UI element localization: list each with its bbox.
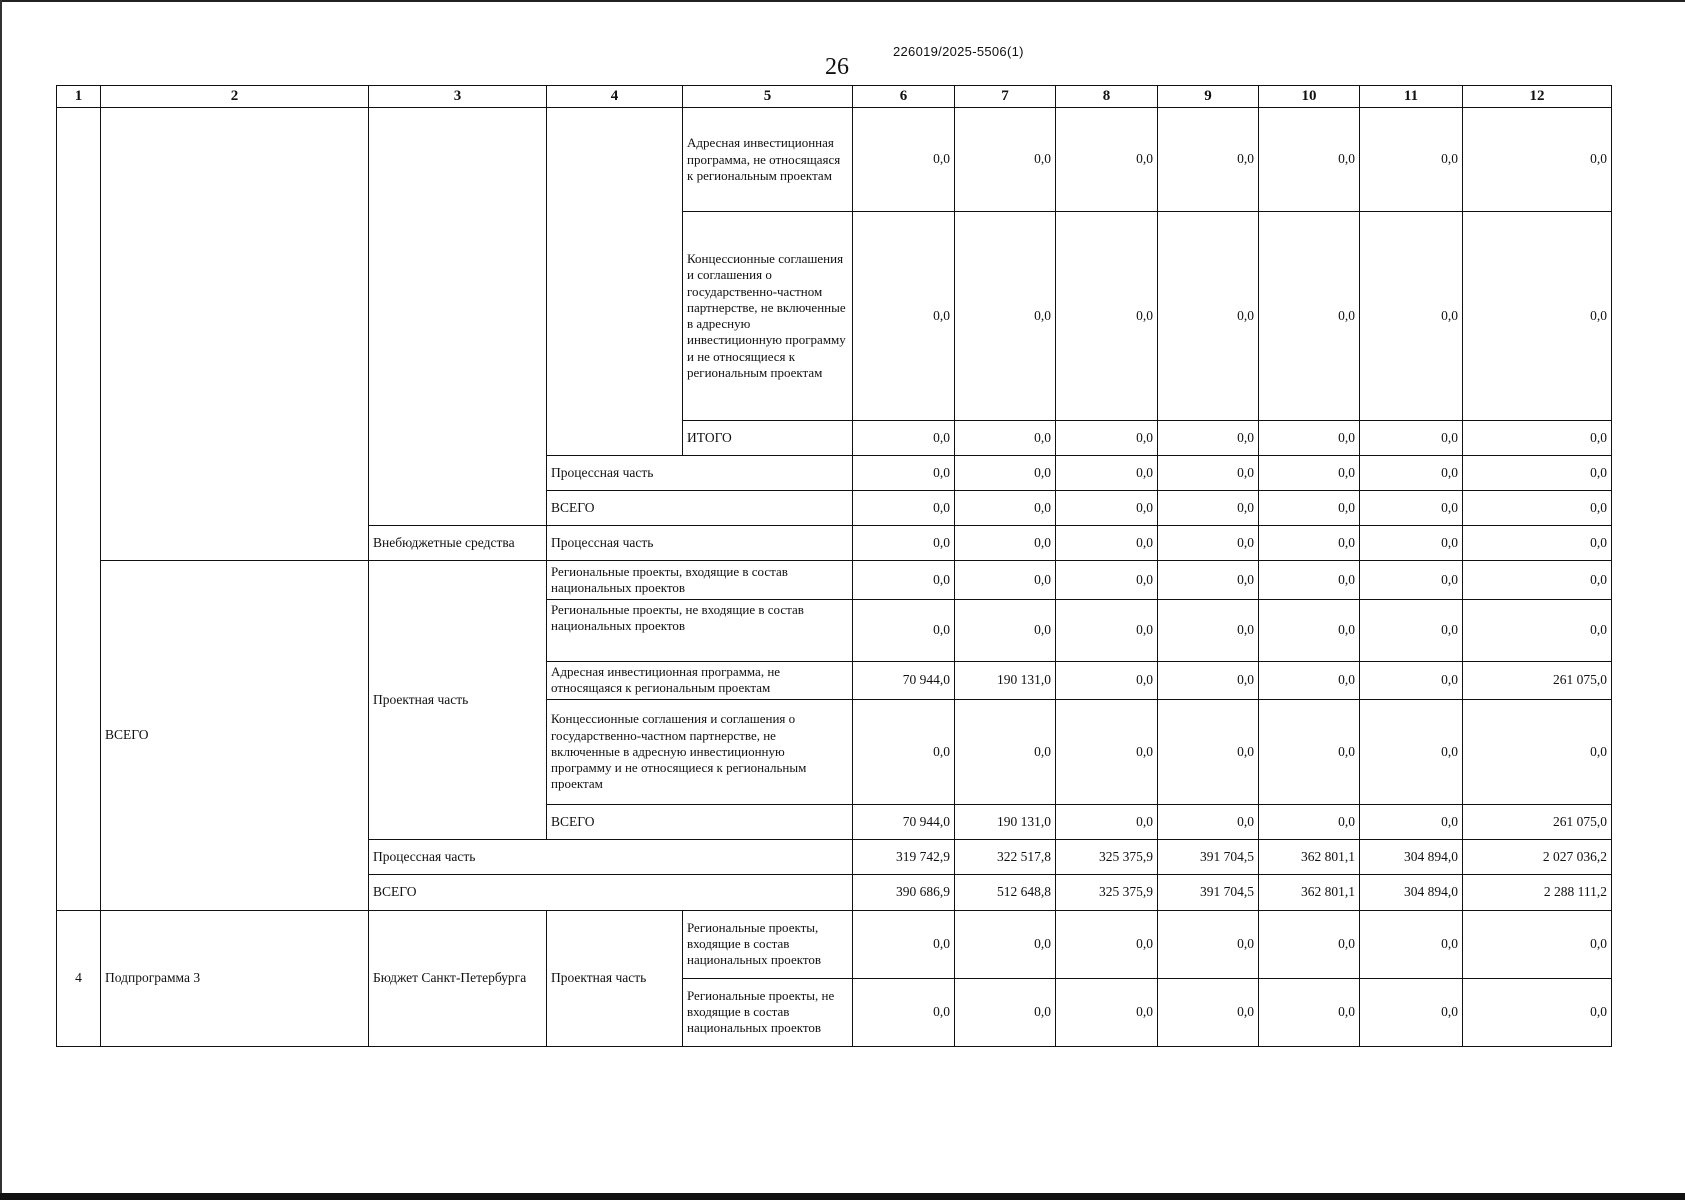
value-cell: 0,0 <box>1360 456 1463 491</box>
value-cell: 0,0 <box>1056 421 1158 456</box>
item-label: Региональные проекты, не входящие в состав национальных проектов <box>547 599 853 661</box>
value-cell: 0,0 <box>853 108 955 212</box>
page-number: 26 <box>825 54 849 80</box>
source-label: Внебюджетные средства <box>369 526 547 561</box>
value-cell: 0,0 <box>1259 212 1360 421</box>
value-cell: 190 131,0 <box>955 805 1056 840</box>
value-cell: 0,0 <box>1463 491 1612 526</box>
value-cell: 390 686,9 <box>853 875 955 910</box>
source-label: Процессная часть <box>369 840 853 875</box>
value-cell: 0,0 <box>1360 108 1463 212</box>
value-cell: 391 704,5 <box>1158 875 1259 910</box>
table-row <box>57 910 1612 978</box>
table-row <box>57 561 1612 599</box>
value-cell: 0,0 <box>1259 910 1360 978</box>
header-cell: 5 <box>683 86 853 108</box>
item-label: Региональные проекты, не входящие в состав национальных проектов <box>683 978 853 1046</box>
value-cell: 0,0 <box>1158 456 1259 491</box>
value-cell: 0,0 <box>1158 978 1259 1046</box>
header-cell: 1 <box>57 86 101 108</box>
item-label: Адресная инвестиционная программа, не относящаяся к региональным проектам <box>683 108 853 212</box>
header-cell: 2 <box>101 86 369 108</box>
value-cell: 261 075,0 <box>1463 805 1612 840</box>
value-cell: 0,0 <box>1158 699 1259 804</box>
item-label: ИТОГО <box>683 421 853 456</box>
value-cell: 0,0 <box>955 910 1056 978</box>
value-cell: 0,0 <box>1360 805 1463 840</box>
value-cell: 0,0 <box>1259 978 1360 1046</box>
value-cell: 0,0 <box>853 561 955 599</box>
header-cell: 9 <box>1158 86 1259 108</box>
row-number: 4 <box>57 910 101 1046</box>
value-cell: 0,0 <box>955 108 1056 212</box>
page-bottom-rule <box>0 1193 1685 1200</box>
program-cell-empty <box>101 108 369 561</box>
source-label: Проектная часть <box>369 561 547 840</box>
program-label: ВСЕГО <box>101 561 369 910</box>
value-cell: 0,0 <box>1158 561 1259 599</box>
value-cell: 362 801,1 <box>1259 875 1360 910</box>
header-cell: 7 <box>955 86 1056 108</box>
value-cell: 0,0 <box>1360 212 1463 421</box>
value-cell: 0,0 <box>1360 978 1463 1046</box>
value-cell: 190 131,0 <box>955 661 1056 699</box>
value-cell: 0,0 <box>1360 661 1463 699</box>
page-top-rule <box>0 0 1685 2</box>
value-cell: 304 894,0 <box>1360 875 1463 910</box>
value-cell: 0,0 <box>1056 526 1158 561</box>
document-id: 226019/2025-5506(1) <box>893 44 1024 59</box>
value-cell: 70 944,0 <box>853 805 955 840</box>
value-cell: 512 648,8 <box>955 875 1056 910</box>
value-cell: 0,0 <box>1463 212 1612 421</box>
value-cell: 0,0 <box>1056 805 1158 840</box>
value-cell: 0,0 <box>1360 526 1463 561</box>
value-cell: 0,0 <box>955 561 1056 599</box>
value-cell: 2 027 036,2 <box>1463 840 1612 875</box>
value-cell: 2 288 111,2 <box>1463 875 1612 910</box>
item-label: ВСЕГО <box>547 805 853 840</box>
value-cell: 0,0 <box>1056 456 1158 491</box>
value-cell: 0,0 <box>1463 108 1612 212</box>
header-cell: 10 <box>1259 86 1360 108</box>
value-cell: 0,0 <box>1259 491 1360 526</box>
value-cell: 0,0 <box>1158 212 1259 421</box>
value-cell: 0,0 <box>1056 910 1158 978</box>
value-cell: 0,0 <box>1056 491 1158 526</box>
value-cell: 362 801,1 <box>1259 840 1360 875</box>
value-cell: 0,0 <box>853 526 955 561</box>
value-cell: 0,0 <box>955 978 1056 1046</box>
value-cell: 304 894,0 <box>1360 840 1463 875</box>
value-cell: 0,0 <box>853 910 955 978</box>
value-cell: 0,0 <box>1259 661 1360 699</box>
value-cell: 0,0 <box>1360 910 1463 978</box>
value-cell: 0,0 <box>1463 978 1612 1046</box>
page-left-edge <box>0 0 2 1200</box>
value-cell: 0,0 <box>1360 699 1463 804</box>
value-cell: 391 704,5 <box>1158 840 1259 875</box>
value-cell: 0,0 <box>1463 421 1612 456</box>
value-cell: 0,0 <box>853 421 955 456</box>
value-cell: 0,0 <box>853 212 955 421</box>
value-cell: 0,0 <box>1158 108 1259 212</box>
value-cell: 0,0 <box>1259 561 1360 599</box>
table-row <box>57 108 1612 212</box>
value-cell: 0,0 <box>1360 491 1463 526</box>
item-label: Региональные проекты, входящие в состав национальных проектов <box>547 561 853 599</box>
value-cell: 0,0 <box>853 978 955 1046</box>
value-cell: 0,0 <box>1056 212 1158 421</box>
value-cell: 0,0 <box>1360 561 1463 599</box>
value-cell: 325 375,9 <box>1056 875 1158 910</box>
value-cell: 0,0 <box>1259 805 1360 840</box>
item-label: Концессионные соглашения и соглашения о государственно-частном партнерстве, не включенные в адресную инвестиционную программу и не относящиеся к региональным проектам <box>683 212 853 421</box>
budget-table <box>56 85 1612 1047</box>
value-cell: 0,0 <box>955 526 1056 561</box>
value-cell: 0,0 <box>1360 599 1463 661</box>
value-cell: 0,0 <box>1259 599 1360 661</box>
value-cell: 325 375,9 <box>1056 840 1158 875</box>
value-cell: 0,0 <box>955 421 1056 456</box>
value-cell: 0,0 <box>1056 661 1158 699</box>
value-cell: 0,0 <box>1056 108 1158 212</box>
value-cell: 0,0 <box>1360 421 1463 456</box>
value-cell: 70 944,0 <box>853 661 955 699</box>
value-cell: 0,0 <box>1158 491 1259 526</box>
value-cell: 0,0 <box>853 699 955 804</box>
program-label: Подпрограмма 3 <box>101 910 369 1046</box>
value-cell: 0,0 <box>853 456 955 491</box>
value-cell: 0,0 <box>853 599 955 661</box>
value-cell: 0,0 <box>1158 910 1259 978</box>
value-cell: 319 742,9 <box>853 840 955 875</box>
value-cell: 0,0 <box>1463 699 1612 804</box>
header-cell: 11 <box>1360 86 1463 108</box>
value-cell: 0,0 <box>1463 526 1612 561</box>
value-cell: 0,0 <box>1056 599 1158 661</box>
value-cell: 0,0 <box>1158 421 1259 456</box>
value-cell: 0,0 <box>1463 599 1612 661</box>
item-label: Процессная часть <box>547 526 853 561</box>
value-cell: 0,0 <box>1463 561 1612 599</box>
row-number-cell-empty <box>57 108 101 910</box>
header-cell: 3 <box>369 86 547 108</box>
value-cell: 261 075,0 <box>1463 661 1612 699</box>
value-cell: 0,0 <box>1158 805 1259 840</box>
source-cell-empty <box>369 108 547 526</box>
value-cell: 322 517,8 <box>955 840 1056 875</box>
value-cell: 0,0 <box>1259 456 1360 491</box>
value-cell: 0,0 <box>955 599 1056 661</box>
item-label: ВСЕГО <box>547 491 853 526</box>
header-cell: 6 <box>853 86 955 108</box>
source-label: Бюджет Санкт-Петербурга <box>369 910 547 1046</box>
value-cell: 0,0 <box>1158 599 1259 661</box>
value-cell: 0,0 <box>955 456 1056 491</box>
value-cell: 0,0 <box>1056 699 1158 804</box>
value-cell: 0,0 <box>955 212 1056 421</box>
item-label: Процессная часть <box>547 456 853 491</box>
value-cell: 0,0 <box>1259 526 1360 561</box>
item-label: Региональные проекты, входящие в состав национальных проектов <box>683 910 853 978</box>
value-cell: 0,0 <box>1259 699 1360 804</box>
value-cell: 0,0 <box>1056 978 1158 1046</box>
value-cell: 0,0 <box>1158 661 1259 699</box>
value-cell: 0,0 <box>1259 421 1360 456</box>
source-label: ВСЕГО <box>369 875 853 910</box>
value-cell: 0,0 <box>1158 526 1259 561</box>
header-cell: 4 <box>547 86 683 108</box>
header-cell: 8 <box>1056 86 1158 108</box>
part-cell-empty <box>547 108 683 456</box>
value-cell: 0,0 <box>1463 456 1612 491</box>
value-cell: 0,0 <box>853 491 955 526</box>
header-row <box>57 86 1612 108</box>
value-cell: 0,0 <box>955 699 1056 804</box>
item-label: Концессионные соглашения и соглашения о государственно-частном партнерстве, не включенные в адресную инвестиционную программу и не относящиеся к региональным проектам <box>547 699 853 804</box>
header-cell: 12 <box>1463 86 1612 108</box>
part-label: Проектная часть <box>547 910 683 1046</box>
item-label: Адресная инвестиционная программа, не относящаяся к региональным проектам <box>547 661 853 699</box>
value-cell: 0,0 <box>1056 561 1158 599</box>
value-cell: 0,0 <box>955 491 1056 526</box>
value-cell: 0,0 <box>1463 910 1612 978</box>
value-cell: 0,0 <box>1259 108 1360 212</box>
